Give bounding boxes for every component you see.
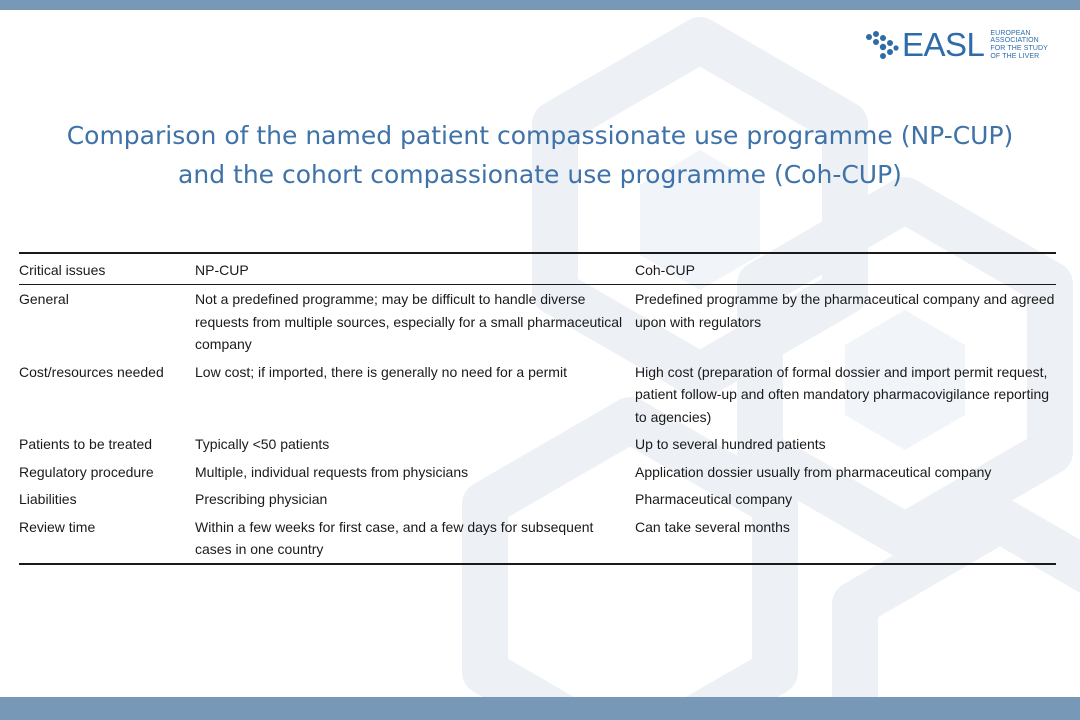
column-header-coh-cup: Coh-CUP	[635, 253, 1056, 285]
row-label: General	[19, 291, 69, 307]
np-cup-cell: Low cost; if imported, there is generally no need for a permit	[195, 363, 567, 380]
column-header-critical-issues: Critical issues	[19, 253, 195, 285]
row-label: Review time	[19, 516, 195, 564]
table-row	[19, 361, 1056, 434]
coh-cup-cell: Can take several months	[635, 516, 1056, 564]
coh-cup-cell: Predefined programme by the pharmaceutical company and agreed upon with regulators	[635, 291, 1055, 330]
coh-cup-cell: High cost (preparation of formal dossier and import permit request, patient follow-up and often mandatory pharmacovigilance reporting to agencies)	[635, 363, 1050, 425]
logo-tagline	[990, 30, 1048, 60]
np-cup-cell: Not a predefined programme; may be difficult to handle diverse requests from multiple sources, especially for a small pharmaceutical company	[195, 291, 623, 352]
coh-cup-cell: Application dossier usually from pharmaceutical company	[635, 463, 992, 480]
table-row	[19, 516, 1056, 564]
slide-title: Comparison of the named patient compassionate use programme (NP-CUP) and the cohort compassionate use programme (Coh-CUP)	[66, 121, 1014, 189]
easl-logo	[864, 28, 1064, 62]
column-header-np-cup: NP-CUP	[195, 253, 635, 285]
logo-tagline-line: EUROPEAN	[990, 29, 1031, 37]
comparison-table	[19, 252, 1056, 565]
bottom-band	[0, 697, 1080, 720]
np-cup-cell: Multiple, individual requests from physicians	[195, 463, 469, 480]
comparison-table-container	[19, 252, 1056, 565]
table-row	[19, 285, 1056, 361]
logo-tagline-line: OF THE LIVER	[990, 52, 1040, 60]
coh-cup-cell: Pharmaceutical company	[635, 491, 793, 507]
logo-tagline-line: FOR THE STUDY	[990, 45, 1048, 52]
coh-cup-cell: Up to several hundred patients	[635, 436, 826, 452]
table-header-row	[19, 253, 1056, 285]
table-row	[19, 488, 1056, 516]
table-row	[19, 461, 1056, 489]
np-cup-cell: Typically <50 patients	[195, 436, 330, 452]
np-cup-cell: Within a few weeks for first case, and a few days for subsequent cases in one country	[195, 516, 635, 564]
row-label: Regulatory procedure	[19, 463, 154, 480]
molecule-icon	[864, 28, 900, 62]
table-row	[19, 433, 1056, 461]
row-label: Liabilities	[19, 491, 77, 507]
row-label: Patients to be treated	[19, 436, 153, 452]
logo-tagline-line: ASSOCIATION	[990, 37, 1039, 45]
np-cup-cell: Prescribing physician	[195, 491, 328, 507]
logo-wordmark: EASL	[902, 26, 985, 63]
row-label: Cost/resources needed	[19, 363, 164, 380]
